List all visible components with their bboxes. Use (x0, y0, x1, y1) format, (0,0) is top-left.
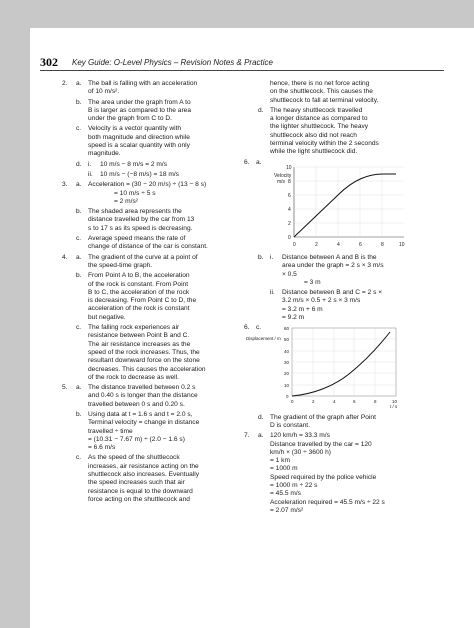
answer-7a (258, 432, 456, 515)
xtick: 8 (374, 399, 377, 405)
text-line: The area under the graph from A to (88, 98, 191, 106)
answer-6a (244, 159, 456, 252)
xtick: 10 (392, 399, 398, 405)
answer-4b (76, 272, 234, 322)
text-line: is decreasing. From Point C to D, the (88, 297, 197, 305)
answer-6b (244, 254, 456, 322)
right-column (244, 80, 456, 517)
part-label: a. (76, 384, 82, 392)
text-line: travelled between 0 s and 0.20 s. (88, 400, 185, 408)
answer-5b (76, 411, 234, 452)
part-label: a. (76, 80, 82, 87)
answer-4a (76, 254, 234, 271)
text-line: resultant downward force on the stone (88, 357, 200, 365)
subpart-label: ii. (270, 289, 275, 297)
text-line: km/h × (30 ÷ 3600 h) (270, 448, 331, 456)
text-line: change of distance of the car is constant. (88, 243, 208, 251)
ytick: 4 (288, 206, 291, 213)
ytick: 2 (288, 220, 291, 227)
answer-3 (62, 181, 234, 251)
answer-number: 4. (62, 253, 68, 261)
xtick: 2 (312, 399, 315, 405)
part-label: a. (76, 181, 82, 189)
velocity-time-graph (244, 159, 404, 249)
text-line: The distance travelled between 0.2 s (88, 384, 196, 392)
graph1-xticks (293, 242, 405, 248)
ytick: 10 (284, 383, 290, 389)
text-line: hence, there is no net force acting (270, 80, 370, 87)
text-line: Distance between A and B is the (282, 253, 377, 261)
text-line: × 0.5 (282, 270, 297, 278)
text-line: D is constant. (270, 421, 310, 429)
part-label: d. (258, 413, 264, 421)
text-line: Terminal velocity = change in distance (88, 419, 200, 427)
text-line: a longer distance as compared to (270, 115, 368, 123)
text-line: of the rock to decrease as well. (88, 373, 179, 381)
answer-6b-ii (270, 289, 456, 322)
part-label: a. (256, 158, 262, 166)
text-line: = 6.6 m/s (88, 444, 116, 452)
ytick: 0 (288, 234, 291, 241)
text-line: = 3 m (304, 278, 321, 286)
xtick: 4 (333, 399, 336, 405)
text-line: = 1000 m ÷ 22 s (270, 482, 318, 490)
text-line: increases, air resistance acting on the (88, 462, 199, 470)
page-number: 302 (40, 55, 58, 69)
text-line: but negative. (88, 313, 126, 321)
answer-2d-ii (88, 171, 234, 179)
xtick: 8 (381, 241, 384, 248)
part-label: c. (76, 324, 82, 332)
answer-2d (76, 161, 234, 180)
ytick: 30 (284, 360, 290, 366)
part-label: b. (76, 272, 82, 280)
text-line: The gradient of the graph after Point (270, 413, 376, 421)
ytick: 8 (288, 178, 291, 185)
part-label: c. (76, 235, 82, 243)
answer-5 (62, 384, 234, 504)
part-label: a. (76, 253, 82, 261)
header-rule (40, 70, 444, 71)
part-label: a. (258, 432, 264, 440)
text-line: = 1000 m (270, 465, 298, 473)
subpart-label: i. (88, 160, 92, 168)
answer-number: 6. (244, 324, 250, 332)
part-label: b. (258, 253, 264, 261)
text-line: shuttlecock also increases. Eventually (88, 471, 200, 479)
answer-6c (244, 324, 456, 411)
text-line: 120 km/h = 33.3 m/s (270, 432, 330, 440)
answer-5c-continued (244, 80, 456, 105)
text-line: = 10 m/s ÷ 5 s (114, 189, 156, 197)
text-line: and 0.40 s is longer than the distance (88, 392, 198, 400)
ytick: 50 (284, 337, 290, 343)
text-line: resistance is equal to the downward (88, 487, 193, 495)
part-label: c. (76, 454, 82, 462)
text-line: = 45.5 m/s (270, 490, 301, 498)
text-line: The air resistance increases as the (88, 340, 191, 348)
text-line: Average speed means the rate of (88, 235, 186, 243)
text-line: under the graph from C to D. (88, 115, 172, 123)
subpart-label: i. (270, 253, 274, 261)
part-label: c. (76, 125, 82, 133)
text-line: both magnitude and direction while (88, 133, 190, 141)
text-line: B is larger as compared to the area (88, 106, 191, 114)
text-line: The heavy shuttlecock travelled (270, 106, 363, 114)
answer-6d (244, 414, 456, 431)
part-label: b. (76, 98, 82, 106)
text-line: the speed-time graph. (88, 261, 153, 269)
text-line: B to C, the acceleration of the rock (88, 288, 190, 296)
text-line: 3.2 m/s × 0.5 + 2 s × 3 m/s (282, 297, 361, 305)
graph2-grid (292, 328, 396, 396)
text-line: = 3.2 m + 6 m (282, 305, 323, 313)
text-line: decreases. This causes the acceleration (88, 365, 206, 373)
text-line: = 1 km (270, 457, 290, 465)
answer-5c (76, 454, 234, 504)
ytick: 40 (284, 349, 290, 355)
xtick: 4 (337, 241, 340, 248)
text-line: of the rock is constant. From Point (88, 280, 189, 288)
answer-6b-i (270, 254, 456, 287)
text-line: 10 m/s − (−8 m/s) = 18 m/s (100, 170, 179, 178)
text-line: on the shuttlecock. This causes the (270, 88, 373, 96)
ytick: 10 (286, 164, 292, 171)
xtick: 6 (353, 399, 356, 405)
text-line: = 9.2 m (282, 314, 305, 322)
answer-4c (76, 324, 234, 382)
answer-5d (244, 107, 456, 157)
text-line: travelled ÷ time (88, 427, 133, 435)
part-label: b. (76, 410, 82, 418)
part-label: d. (76, 160, 82, 168)
answer-2a (76, 80, 234, 97)
x-unit: t / s (390, 404, 398, 410)
running-head: Key Guide: O-Level Physics – Revision Notes & Practice (72, 58, 273, 67)
text-line: = 2.07 m/s² (270, 506, 304, 514)
xtick: 10 (399, 241, 405, 248)
graph-ylabel: Displacement / m (246, 336, 281, 342)
graph-ylabel: Velocity (274, 172, 292, 179)
xtick: 0 (291, 399, 294, 405)
text-line: the lighter shuttlecock. The heavy (270, 123, 369, 131)
text-line: of 10 m/s². (88, 88, 120, 96)
velocity-curve (294, 174, 396, 237)
text-line: = (10.31 − 7.67 m) ÷ (2.0 − 1.6 s) (88, 435, 185, 443)
displacement-time-graph (244, 324, 404, 408)
answer-number: 7. (244, 432, 250, 440)
graph2-xticks (291, 399, 398, 409)
text-line: The gradient of the curve at a point of (88, 253, 198, 261)
text-line: s to 17 s as its speed is decreasing. (88, 224, 193, 232)
text-line: Acceleration = (30 − 20 m/s) ÷ (13 − 8 s) (88, 181, 207, 189)
answer-number: 5. (62, 384, 68, 392)
answer-2b (76, 99, 234, 124)
text-line: The ball is falling with an acceleration (88, 80, 198, 87)
answer-3c (76, 235, 234, 252)
text-line: shuttlecock also did not reach (270, 131, 357, 139)
text-line: force acting on the shuttlecock and (88, 495, 190, 503)
text-line: speed is a scalar quantity with only (88, 142, 190, 150)
answer-number: 2. (62, 80, 68, 87)
text-line: acceleration of the rock is constant (88, 305, 190, 313)
text-line: while the light shuttlecock did. (270, 148, 358, 156)
text-line: = 2 m/s² (114, 197, 138, 205)
text-line: From Point A to B, the acceleration (88, 272, 190, 280)
text-line: Speed required by the police vehicle (270, 473, 377, 481)
text-line: area under the graph = 2 s × 3 m/s (282, 262, 384, 270)
text-line: terminal velocity within the 2 seconds (270, 140, 379, 148)
text-line: the speed increases such that air (88, 479, 185, 487)
text-line: 10 m/s − 8 m/s = 2 m/s (100, 160, 168, 168)
ytick: 60 (284, 326, 290, 332)
xtick: 0 (293, 241, 296, 248)
subpart-label: ii. (88, 170, 93, 178)
text-line: Velocity is a vector quantity with (88, 125, 182, 133)
part-label: b. (76, 208, 82, 216)
ytick: 0 (286, 394, 289, 400)
text-line: distance travelled by the car from 13 (88, 216, 195, 224)
answer-5a (76, 384, 234, 409)
graph-ylabel-unit: m/s (277, 178, 286, 185)
answer-3a (76, 181, 234, 206)
text-line: The falling rock experiences air (88, 324, 180, 332)
xtick: 2 (315, 241, 318, 248)
ytick: 20 (284, 371, 290, 377)
answer-2c (76, 125, 234, 158)
xtick: 6 (359, 241, 362, 248)
text-line: Distance travelled by the car = 120 (270, 440, 372, 448)
text-line: shuttlecock to fall at terminal velocity. (270, 96, 379, 104)
left-column (62, 80, 234, 506)
text-line: resistance between Point B and C. (88, 332, 190, 340)
answer-3b (76, 208, 234, 233)
answer-2d-i (88, 161, 234, 169)
text-line: Acceleration required = 45.5 m/s ÷ 22 s (270, 498, 385, 506)
graph2-yticks (284, 326, 290, 399)
part-label: d. (258, 106, 264, 114)
answer-7 (244, 432, 456, 515)
answer-4 (62, 254, 234, 382)
graph-grid (294, 167, 404, 237)
answer-2 (62, 80, 234, 179)
answer-number: 6. (244, 158, 250, 166)
ytick: 6 (288, 192, 291, 199)
text-line: Distance between B and C = 2 s × (282, 289, 383, 297)
text-line: Using data at t = 1.6 s and t = 2.0 s, (88, 410, 193, 418)
part-label: c. (256, 324, 262, 332)
text-line: As the speed of the shuttlecock (88, 454, 180, 462)
text-line: speed of the rock increases. Thus, the (88, 348, 200, 356)
answer-number: 3. (62, 181, 68, 189)
text-line: The shaded area represents the (88, 208, 182, 216)
text-line: magnitude. (88, 150, 121, 158)
